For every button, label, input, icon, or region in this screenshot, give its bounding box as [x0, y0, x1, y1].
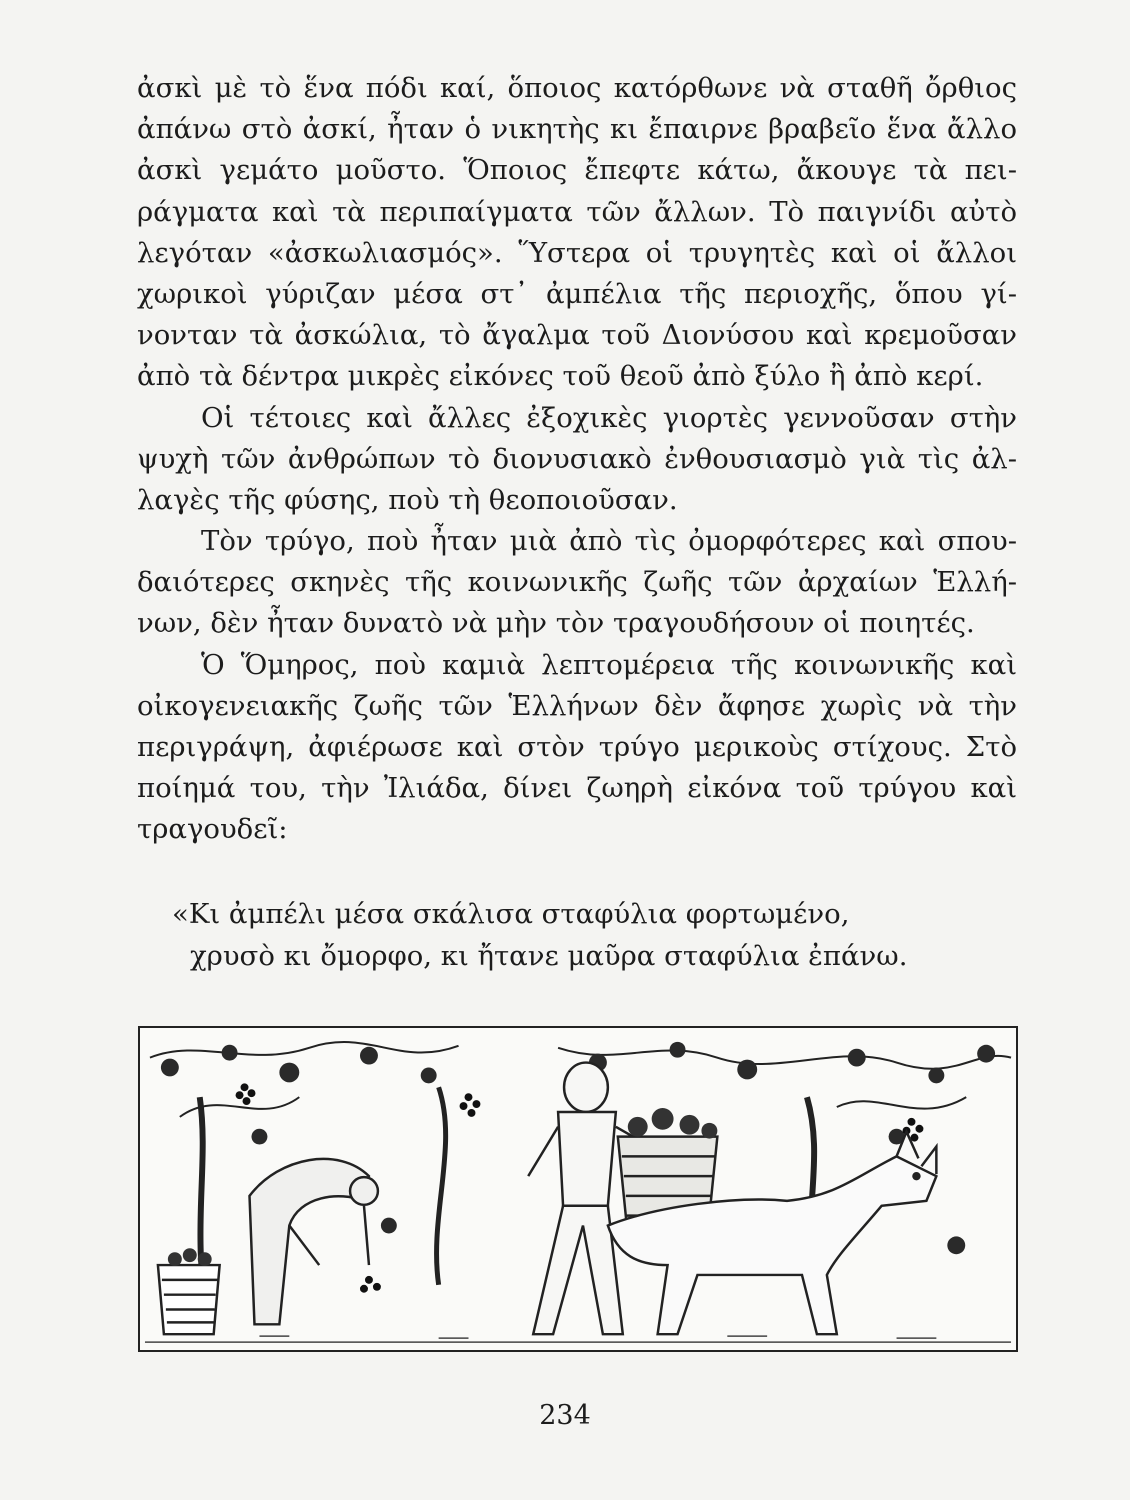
page-number: 234	[539, 1400, 591, 1431]
text-line: Τὸν τρύγο, ποὺ ἦταν μιὰ ἀπὸ τὶς ὀμορφότερες καὶ σπου-	[201, 525, 1017, 558]
text-line: Οἱ τέτοιες καὶ ἄλλες ἐξοχικὲς γιορτὲς γεννοῦσαν στὴν	[201, 401, 1017, 434]
text-line: οἰκογενειακῆς ζωῆς τῶν Ἑλλήνων δὲν ἄφησε χωρὶς νὰ τὴν	[137, 689, 1017, 722]
text-line: λαγὲς τῆς φύσης, ποὺ τὴ θεοποιοῦσαν.	[137, 483, 678, 516]
text-line: ἀσκὶ γεμάτο μοῦστο. Ὅποιος ἔπεφτε κάτω, ἄκουγε τὰ πει-	[137, 154, 1017, 187]
text-line: περιγράψη, ἀφιέρωσε καὶ στὸν τρύγο μερικοὺς στίχους. Στὸ	[137, 731, 1017, 763]
text-line: δαιότερες σκηνὲς τῆς κοινωνικῆς ζωῆς τῶν ἀρχαίων Ἑλλή-	[137, 566, 1017, 599]
text-line: τραγουδεῖ:	[137, 813, 288, 846]
text-line: ἀπὸ τὰ δέντρα μικρὲς εἰκόνες τοῦ θεοῦ ἀπὸ ξύλο ἢ ἀπὸ κερί.	[137, 360, 984, 393]
grape-harvest-illustration	[138, 1026, 1018, 1352]
poem-line: «Κι ἀμπέλι μέσα σκάλισα σταφύλια φορτωμένο,	[172, 898, 850, 930]
poem-line: χρυσὸ κι ὄμορφο, κι ἤτανε μαῦρα σταφύλια ἐπάνω.	[190, 940, 908, 972]
text-line: ἀσκὶ μὲ τὸ ἕνα πόδι καί, ὅποιος κατόρθωνε νὰ σταθῆ ὄρθιος	[137, 72, 1017, 104]
text-line: ἀπάνω στὸ ἀσκί, ἦταν ὁ νικητὴς κι ἔπαιρνε βραβεῖο ἕνα ἄλλο	[137, 113, 1017, 146]
text-line: χωρικοὶ γύριζαν μέσα στ᾿ ἀμπέλια τῆς περιοχῆς, ὅπου γί-	[137, 277, 1017, 310]
text-line: νων, δὲν ἦταν δυνατὸ νὰ μὴν τὸν τραγουδήσουν οἱ ποιητές.	[137, 607, 975, 640]
body-text	[137, 68, 1017, 851]
poem-quote	[172, 893, 992, 977]
text-line: ψυχὴ τῶν ἀνθρώπων τὸ διονυσιακὸ ἐνθουσιασμὸ γιὰ τὶς ἀλ-	[137, 442, 1017, 475]
text-line: νονταν τὰ ἀσκώλια, τὸ ἄγαλμα τοῦ Διονύσου καὶ κρεμοῦσαν	[137, 319, 1017, 352]
text-line: λεγόταν «ἀσκωλιασμός». Ὕστερα οἱ τρυγητὲς καὶ οἱ ἄλλοι	[137, 236, 1017, 269]
woodcut-drawing	[140, 1028, 1016, 1350]
text-line: ποίημά του, τὴν Ἰλιάδα, δίνει ζωηρὴ εἰκόνα τοῦ τρύγου καὶ	[137, 772, 1017, 805]
text-line: ράγματα καὶ τὰ περιπαίγματα τῶν ἄλλων. Τὸ παιγνίδι αὐτὸ	[137, 195, 1017, 228]
text-line: Ὁ Ὅμηρος, ποὺ καμιὰ λεπτομέρεια τῆς κοινωνικῆς καὶ	[201, 648, 1017, 681]
